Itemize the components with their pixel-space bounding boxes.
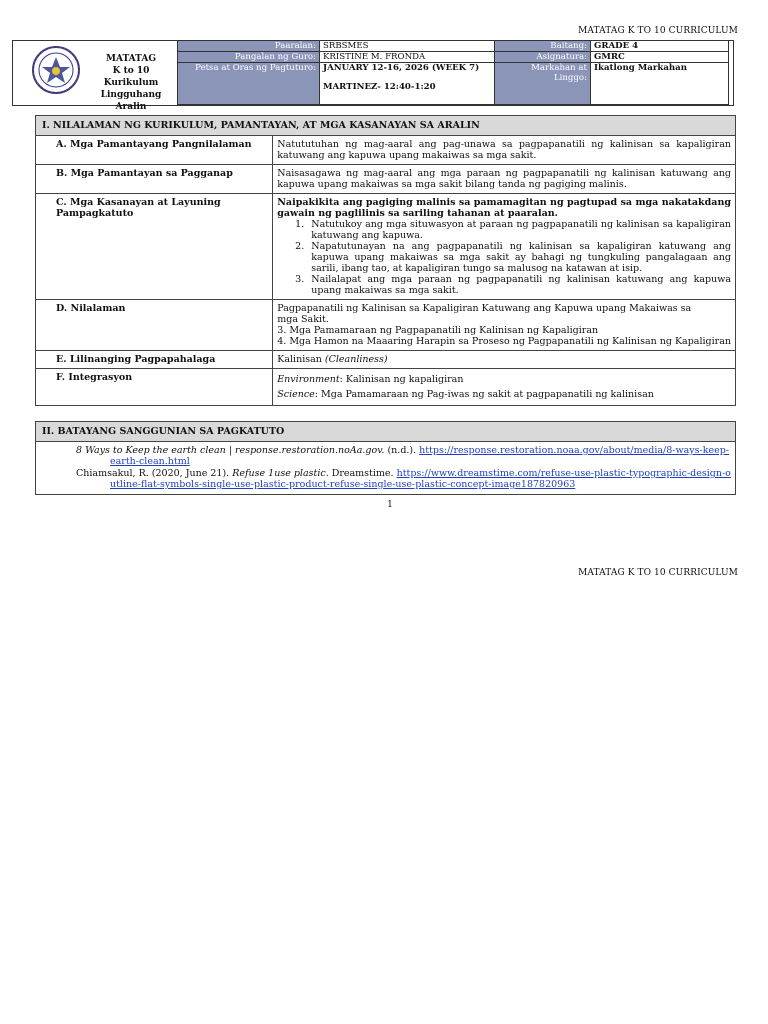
petsa-label: Petsa at Oras ng Pagtuturo: [178,63,320,105]
reference-title: 8 Ways to Keep the earth clean | response.restoration.noAa.gov. [76,445,385,456]
petsa-value-section: MARTINEZ- 12:40-1:20 [323,82,436,92]
reference-entry [76,468,731,490]
paaralan-value: SRBSMES [320,41,495,52]
paaralan-label: Paaralan: [178,41,320,52]
lesson-info-table [177,40,729,105]
section-2-heading: II. BATAYANG SANGGUNIAN SA PAGKATUTO [36,422,736,442]
baitang-label: Baitang: [495,41,591,52]
markahan-label-line-1: Markahan at [531,63,587,73]
asignatura-value: GMRC [591,52,729,63]
seal-line-1: MATATAG [105,54,157,64]
nilalaman-line: Pagpapanatili ng Kalinisan sa Kapaligiran Katuwang ang Kapuwa upang Makaiwas sa [277,303,692,314]
baitang-value: GRADE 4 [591,41,729,52]
objective-item: 3. Nailalapat ang mga paraan ng pagpapanatili ng kalinisan katuwang ang kapuwa upang makaiwas sa mga sakit. [307,274,731,296]
references-cell [36,442,736,495]
row-d-content [273,300,736,351]
markahan-label [495,63,591,105]
lesson-header [12,40,734,112]
running-header: MATATAG K TO 10 CURRICULUM [578,568,738,578]
guro-label: Pangalan ng Guro: [178,52,320,63]
objective-item: 2. Napatutunayan na ang pagpapanatili ng kalinisan sa kapaligiran katuwang ang kapuwa upang makaiwas sa mga sakit ay bahagi ng tungkuling pangalagaan ang sarili, ibang tao, at kapaligiran tungo sa malusog na katawan at isip. [307,241,731,274]
reference-link[interactable]: https://www.dreamstime.com/refuse-use-plastic-typographic-design-outline-flat-symbols-single-use-plastic-product-refuse-single-use-plastic-concept-image187820963 [110,468,731,490]
integrasyon-desc: : Kalinisan ng kapaligiran [339,374,464,385]
markahan-label-line-2: Linggo: [553,73,587,83]
nilalaman-line: mga Sakit. [277,314,329,325]
page-number: 1 [387,500,393,510]
reference-source: . Dreamstime. [325,468,397,479]
reference-title: Refuse 1use plastic [232,468,326,479]
row-c-label: C. Mga Kasanayan at Layuning Pampagkatuto [36,194,273,300]
row-b-label: B. Mga Pamantayan sa Pagganap [36,165,273,194]
row-f-content [273,369,736,406]
pagpapahalaga-english: (Cleanliness) [324,354,388,365]
running-header: MATATAG K TO 10 CURRICULUM [578,26,738,36]
pagpapahalaga-text: Kalinisan [277,354,325,365]
seal-line-3: Lingguhang Aralin [100,90,162,112]
section-2-table [35,421,736,495]
reference-link[interactable]: https://response.restoration.noaa.gov/about/media/8-ways-keep-earth-clean.html [110,445,730,467]
integrasyon-environment [277,372,731,387]
integrasyon-subject: Environment [277,374,340,385]
deped-seal-logo [31,45,81,95]
petsa-value-date: JANUARY 12-16, 2026 (WEEK 7) [323,63,480,73]
row-a-label: A. Mga Pamantayang Pangnilalaman [36,136,273,165]
markahan-value: Ikatlong Markahan [591,63,729,105]
section-1-heading: I. NILALAMAN NG KURIKULUM, PAMANTAYAN, AT MGA KASANAYAN SA ARALIN [36,116,736,136]
seal-caption [89,53,173,113]
row-f-label: F. Integrasyon [36,369,273,406]
nilalaman-line: 4. Mga Hamon na Maaaring Harapin sa Proseso ng Pagpapanatili ng Kalinisan ng Kapaligiran [277,336,731,347]
integrasyon-science [277,387,731,402]
objectives-list [307,219,731,296]
reference-date: (n.d.). [384,445,420,456]
row-c-lead: Naipakikita ang pagiging malinis sa pamamagitan ng pagtupad sa mga nakatakdang gawain ng paglilinis sa sariling tahanan at paaralan. [277,197,731,219]
row-e-content [273,351,736,369]
row-d-label: D. Nilalaman [36,300,273,351]
row-c-content [273,194,736,300]
integrasyon-subject: Science [277,389,315,400]
seal-line-2: K to 10 Kurikulum [103,66,159,88]
petsa-value [320,63,495,105]
nilalaman-line: 3. Mga Pamamaraan ng Pagpapanatili ng Kalinisan ng Kapaligiran [277,325,599,336]
section-1-table [35,115,736,406]
row-e-label: E. Lilinanging Pagpapahalaga [36,351,273,369]
guro-value: KRISTINE M. FRONDA [320,52,495,63]
objective-item: 1. Natutukoy ang mga situwasyon at paraan ng pagpapanatili ng kalinisan sa kapaligiran katuwang ang kapuwa. [307,219,731,241]
asignatura-label: Asignatura: [495,52,591,63]
integrasyon-desc: : Mga Pamamaraan ng Pag-iwas ng sakit at pagpapanatili ng kalinisan [314,389,654,400]
row-b-text: Naisasagawa ng mag-aaral ang mga paraan ng pagpapanatili ng kalinisan katuwang ang kapuwa upang makaiwas sa mga sakit bilang tanda ng pagiging malinis. [273,165,736,194]
row-a-text: Natututuhan ng mag-aaral ang pag-unawa sa pagpapanatili ng kalinisan sa kapaligiran katuwang ang kapuwa upang makaiwas sa mga sakit. [273,136,736,165]
reference-author: Chiamsakul, R. (2020, June 21). [76,468,233,479]
reference-entry [76,445,731,467]
